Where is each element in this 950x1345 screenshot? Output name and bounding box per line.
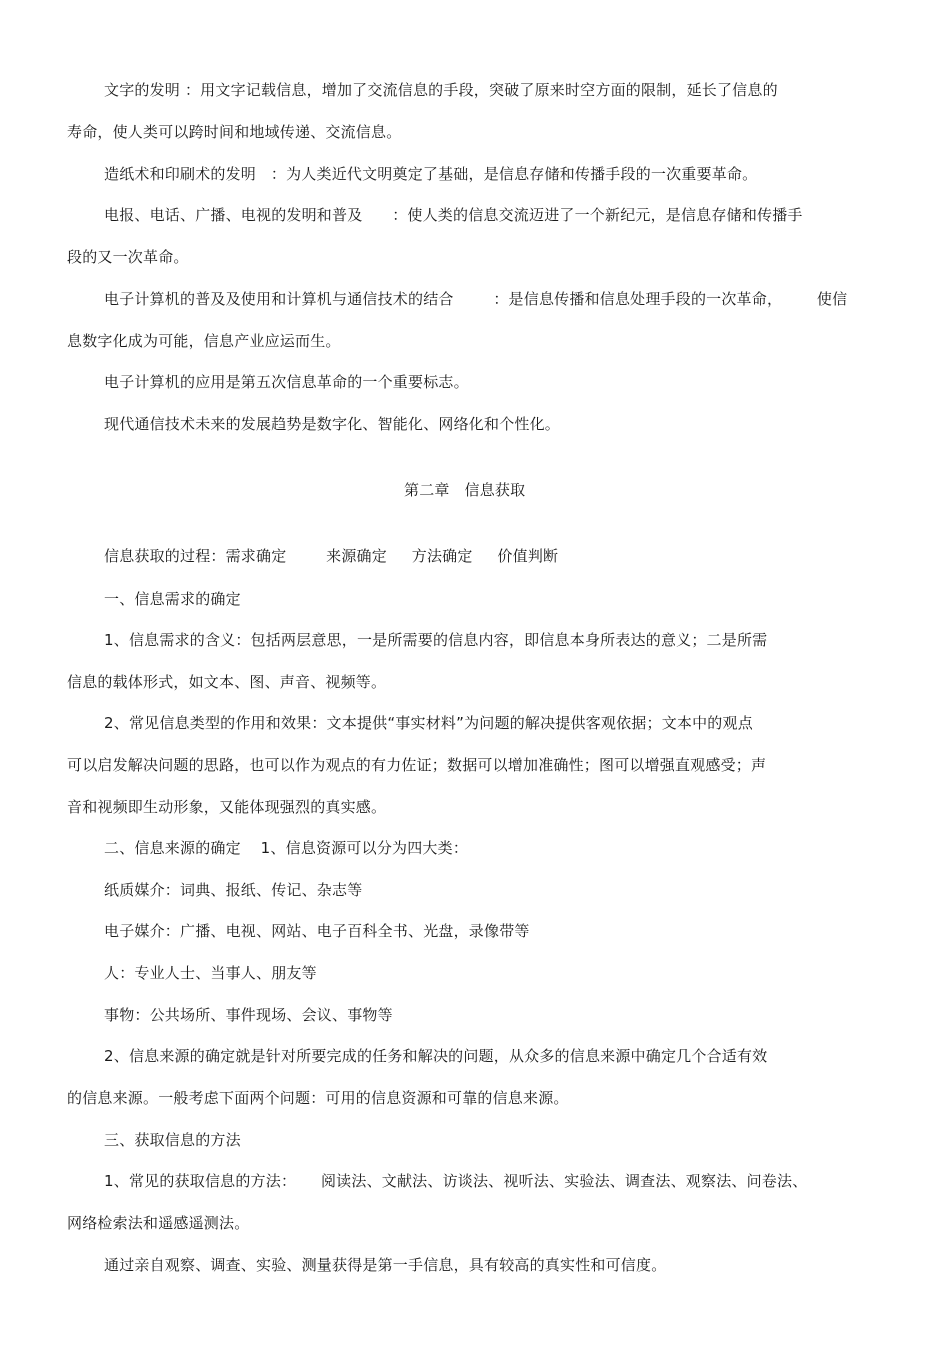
paragraph-line: 电子计算机的普及及使用和计算机与通信技术的结合 ：是信息传播和信息处理手段的一次革命， 使信 — [104, 290, 848, 308]
paragraph-line: 现代通信技术未来的发展趋势是数字化、智能化、网络化和个性化。 — [104, 415, 561, 433]
paragraph-line: 息数字化成为可能，信息产业应运而生。 — [67, 332, 341, 350]
paragraph-line: 寿命，使人类可以跨时间和地域传递、交流信息。 — [67, 123, 402, 141]
paragraph-line: 网络检索法和遥感遥测法。 — [67, 1214, 250, 1232]
chapter-heading: 第二章 信息获取 — [404, 481, 526, 499]
paragraph-line: 造纸术和印刷术的发明 ：为人类近代文明奠定了基础，是信息存储和传播手段的一次重要革命。 — [104, 165, 758, 183]
paragraph-line: 1、信息需求的含义：包括两层意思，一是所需要的信息内容，即信息本身所表达的意义；二是所需 — [104, 631, 768, 649]
paragraph-line: 可以启发解决问题的思路，也可以作为观点的有力佐证；数据可以增加准确性；图可以增强直观感受；声 — [67, 756, 767, 774]
section-heading: 一、信息需求的确定 — [104, 590, 241, 608]
section-heading: 二、信息来源的确定 1、信息资源可以分为四大类： — [104, 839, 469, 857]
list-item: 人：专业人士、当事人、朋友等 — [104, 964, 317, 982]
paragraph-line: 文字的发明 ：用文字记载信息，增加了交流信息的手段，突破了原来时空方面的限制，延长了信息的 — [104, 81, 778, 99]
list-item: 事物：公共场所、事件现场、会议、事物等 — [104, 1006, 393, 1024]
paragraph-line: 信息的载体形式，如文本、图、声音、视频等。 — [67, 673, 387, 691]
list-item: 电子媒介：广播、电视、网站、电子百科全书、光盘，录像带等 — [104, 922, 530, 940]
paragraph-line: 2、信息来源的确定就是针对所要完成的任务和解决的问题，从众多的信息来源中确定几个合适有效 — [104, 1047, 768, 1065]
paragraph-line: 电报、电话、广播、电视的发明和普及 ：使人类的信息交流迈进了一个新纪元，是信息存储和传播手 — [104, 206, 803, 224]
paragraph-line: 的信息来源。一般考虑下面两个问题：可用的信息资源和可靠的信息来源。 — [67, 1089, 569, 1107]
section-heading: 三、获取信息的方法 — [104, 1131, 241, 1149]
paragraph-line: 2、常见信息类型的作用和效果：文本提供“事实材料”为问题的解决提供客观依据；文本中的观点 — [104, 714, 753, 732]
paragraph-line: 音和视频即生动形象，又能体现强烈的真实感。 — [67, 798, 387, 816]
list-item: 纸质媒介：词典、报纸、传记、杂志等 — [104, 881, 363, 899]
paragraph-line: 通过亲自观察、调查、实验、测量获得是第一手信息，具有较高的真实性和可信度。 — [104, 1256, 667, 1274]
paragraph-line: 电子计算机的应用是第五次信息革命的一个重要标志。 — [104, 373, 469, 391]
paragraph-line: 信息获取的过程：需求确定 来源确定 方法确定 价值判断 — [104, 547, 559, 565]
paragraph-line: 段的又一次革命。 — [67, 248, 189, 266]
paragraph-line: 1、常见的获取信息的方法： 阅读法、文献法、访谈法、视听法、实验法、调查法、观察法、问卷法、 — [104, 1172, 808, 1190]
